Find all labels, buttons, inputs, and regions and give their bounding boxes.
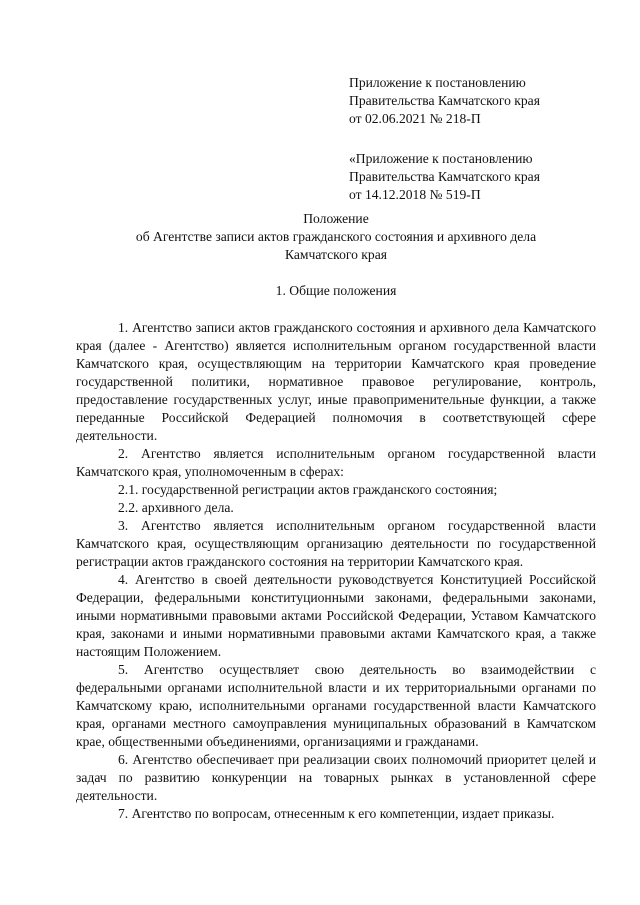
paragraph-1: 1. Агентство записи актов гражданского состояния и архивного дела Камчатского края (далее - Агентство) является исполнительным органом государственной власти Камчатского края, осуществляющим на территории Камчатского края проведение государственной политики, нормативное правовое регулирование, контроль, предоставление государственных услуг, иные правоприменительные функции, а также переданные Российской Федерацией полномочия в соответствующей сфере деятельности. [76, 320, 596, 443]
paragraph-4: 4. Агентство в своей деятельности руководствуется Конституцией Российской Федерации, федеральными конституционными законами, федеральными законами, иными нормативными правовыми актами Российской Федерации, Уставом Камчатского края, законами и иными нормативными правовыми актами Камчатского края, а также настоящим Положением. [76, 572, 596, 659]
appendix-reference [349, 74, 609, 204]
appendix-current-decree [349, 74, 609, 128]
paragraph-3: 3. Агентство является исполнительным органом государственной власти Камчатского края, осуществляющим организацию деятельности по государственной регистрации актов гражданского состояния на территории Камчатского края. [76, 518, 596, 569]
appendix-previous-line-2: Правительства Камчатского края [349, 169, 540, 184]
appendix-current-line-3: от 02.06.2021 № 218-П [349, 111, 481, 126]
appendix-previous-decree [349, 150, 609, 204]
appendix-previous-line-3: от 14.12.2018 № 519-П [349, 187, 481, 202]
title-line-1: Положение [303, 211, 369, 226]
document-title [76, 210, 596, 264]
paragraph-6: 6. Агентство обеспечивает при реализации своих полномочий приоритет целей и задач по развитию конкуренции на товарных рынках в установленной сфере деятельности. [76, 752, 596, 803]
title-line-3: Камчатского края [284, 247, 387, 262]
paragraph-2-2: 2.2. архивного дела. [118, 500, 234, 515]
document-body [76, 319, 596, 823]
paragraph-7: 7. Агентство по вопросам, отнесенным к его компетенции, издает приказы. [118, 806, 555, 821]
title-line-2: об Агентстве записи актов гражданского состояния и архивного дела [135, 229, 537, 244]
paragraph-2-1: 2.1. государственной регистрации актов гражданского состояния; [118, 482, 498, 497]
paragraph-2: 2. Агентство является исполнительным органом государственной власти Камчатского края, уполномоченным в сферах: [76, 446, 596, 479]
section-heading: 1. Общие положения [275, 283, 397, 298]
appendix-current-line-1: Приложение к постановлению [349, 75, 526, 90]
appendix-current-line-2: Правительства Камчатского края [349, 93, 540, 108]
appendix-previous-line-1: «Приложение к постановлению [349, 151, 533, 166]
paragraph-5: 5. Агентство осуществляет свою деятельность во взаимодействии с федеральными органами исполнительной власти и их территориальными органами по Камчатскому краю, исполнительными органами государственной власти Камчатского края, органами местного самоуправления муниципальных образований в Камчатском крае, общественными объединениями, организациями и гражданами. [76, 662, 596, 749]
